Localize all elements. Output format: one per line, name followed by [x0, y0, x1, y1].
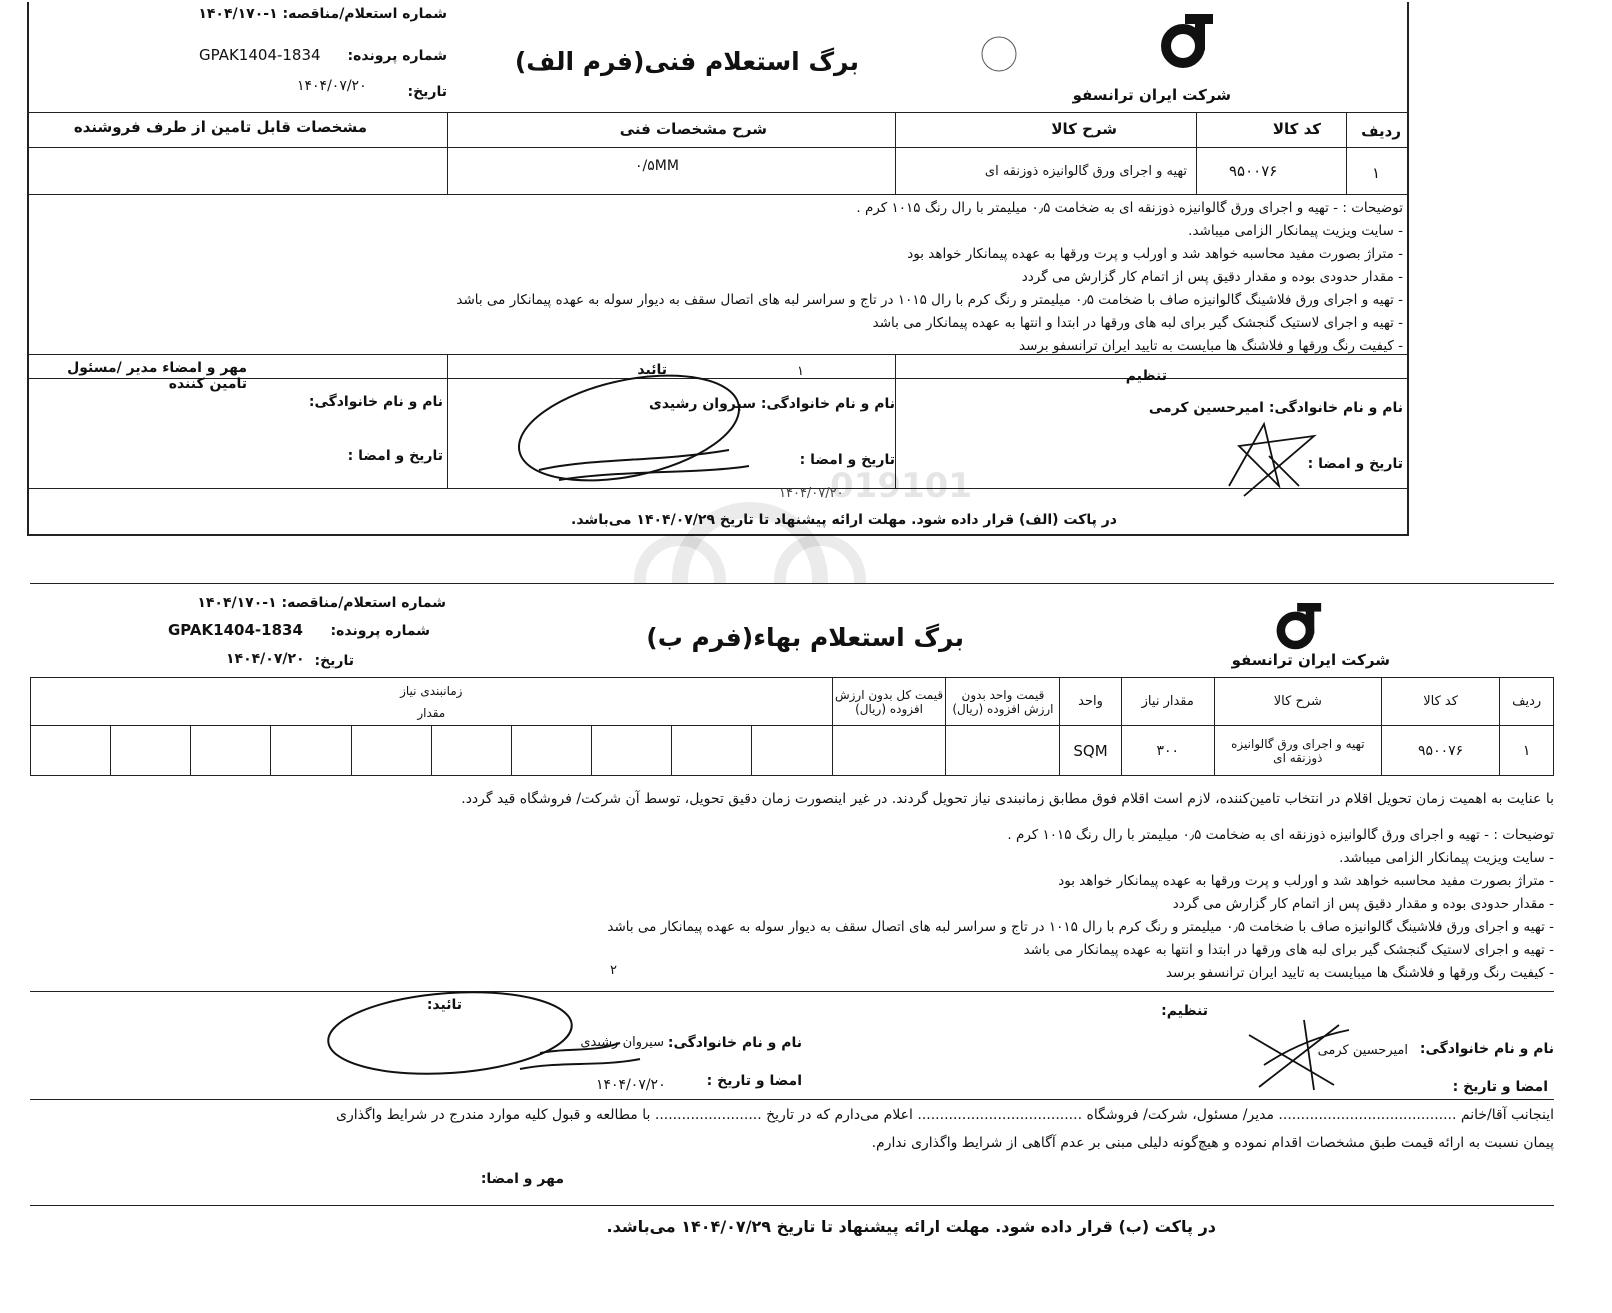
note-line: - مقدار حدودی بوده و مقدار دقیق پس از اتمام کار گزارش می گردد: [1021, 269, 1403, 285]
header-unit: واحد: [1060, 678, 1121, 726]
date-label: تاریخ:: [407, 84, 447, 100]
notes-block: [30, 827, 1554, 997]
header-unit-price: قیمت واحد بدون ارزش افزوده (ریال): [946, 678, 1060, 726]
note-line: - کیفیت رنگ ورقها و فلاشنگ ها مبایست به تایید ایران ترانسفو برسد: [1019, 338, 1403, 354]
approver-date: ۱۴۰۴/۰۷/۲۰: [596, 1077, 666, 1093]
approver-mark: ۱: [797, 364, 804, 379]
note-line: - سایت ویزیت پیمانکار الزامی میباشد.: [1339, 850, 1554, 866]
approve-label: تائید: [637, 362, 667, 378]
header-desc: شرح کالا: [1051, 120, 1117, 138]
cell-unit: SQM: [1060, 726, 1121, 776]
file-number: GPAK1404-1834: [168, 621, 303, 639]
form-title: برگ استعلام بهاء(فرم ب): [646, 623, 964, 652]
note-line: - متراژ بصورت مفید محاسبه خواهد شد و اورلب و پرت ورقها به عهده پیمانکار خواهد بود: [907, 246, 1403, 262]
date-label: تاریخ:: [314, 653, 354, 669]
note-line: - تهیه و اجرای لاستیک گنجشک گیر برای لبه های ورقها در ابتدا و انتها به عهده پیمانکار می باشد: [872, 315, 1403, 331]
inquiry-number: ۱-۱۴۰۴/۱۷۰: [198, 6, 278, 22]
company-name: شرکت ایران ترانسفو: [1231, 651, 1390, 669]
approver-name-label: نام و نام خانوادگی: سیروان رشیدی: [648, 396, 895, 412]
cell-code: ۹۵۰۰۷۶: [1229, 162, 1278, 180]
file-number-label: شماره پرونده:: [330, 623, 430, 639]
preparer-name: امیرحسین کرمی: [1148, 400, 1264, 416]
company-name: شرکت ایران ترانسفو: [1072, 86, 1231, 104]
header-amount: مقدار: [417, 705, 446, 720]
note-line: - متراژ بصورت مفید محاسبه خواهد شد و اورلب و پرت ورقها به عهده پیمانکار خواهد بود: [1058, 873, 1554, 889]
file-number-row: شماره پرونده:: [347, 48, 447, 64]
inquiry-number-label: شماره استعلام/مناقصه: ۱-۱۴۰۴/۱۷۰: [197, 595, 446, 611]
header-supplier: مشخصات قابل تامین از طرف فروشنده: [73, 118, 367, 136]
prepare-label: تنظیم:: [1161, 1003, 1208, 1019]
note-line: توضیحات : - تهیه و اجرای ورق گالوانیزه ذوزنقه ای به ضخامت ۰٫۵ میلیمتر با رال رنگ ۱۰۱۵ کرم .: [856, 200, 1403, 216]
form-a: [27, 2, 1409, 536]
supplier-seal-label: مهر و امضا:: [480, 1171, 564, 1187]
header-tech: شرح مشخصات فنی: [619, 120, 767, 138]
header-qty: مقدار نیاز: [1121, 678, 1214, 726]
preparer-date-label: تاریخ و امضا :: [1307, 456, 1403, 472]
cell-unit-price: [946, 726, 1060, 776]
approve-label: تائید:: [426, 997, 462, 1013]
cell-total-price: [832, 726, 946, 776]
stamp-circle-icon: [979, 34, 1019, 74]
delivery-note: با عنایت به اهمیت زمان تحویل اقلام در انتخاب تامین‌کننده، لازم است اقلام فوق مطابق زمانبندی نیاز تحویل گردند. در غیر اینصورت زمان دقیق تحویل، توسط آن شرکت/ فروشگاه قید گردد.: [461, 791, 1554, 807]
preparer-name: امیرحسین کرمی: [1317, 1043, 1408, 1058]
form-b: [30, 583, 1554, 1251]
footer-note: در پاکت (الف) قرار داده شود. مهلت ارائه پیشنهاد تا تاریخ ۱۴۰۴/۰۷/۲۹ می‌باشد.: [571, 512, 1117, 528]
note-line: - تهیه و اجرای ورق فلاشینگ گالوانیزه صاف با ضخامت ۰٫۵ میلیمتر و رنگ کرم با رال ۱۰۱۵ در تاج و سراسر لبه های اتصال سقف به دیوار سوله به عهده پیمانکار می باشد: [607, 919, 1554, 935]
footer-note: در پاکت (ب) قرار داده شود. مهلت ارائه پیشنهاد تا تاریخ ۱۴۰۴/۰۷/۲۹ می‌باشد.: [606, 1217, 1216, 1236]
declaration-line-2: پیمان نسبت به ارائه قیمت طبق مشخصات اقدام نموده و هیچ‌گونه دلیلی مبنی بر عدم آگاهی از شرایط واگذاری ندارم.: [871, 1135, 1554, 1151]
approver-name: سیروان رشیدی: [580, 1035, 664, 1050]
cell-tech: ۰/۵MM: [635, 158, 679, 174]
approver-date: ۱۴۰۴/۰۷/۲۰: [779, 486, 844, 501]
note-line: - تهیه و اجرای ورق فلاشینگ گالوانیزه صاف با ضخامت ۰٫۵ میلیمتر و رنگ کرم با رال ۱۰۱۵ در تاج و سراسر لبه های اتصال سقف به دیوار سوله به عهده پیمانکار می باشد: [456, 292, 1403, 308]
cell-code: ۹۵۰۰۷۶: [1381, 726, 1499, 776]
note-line: - مقدار حدودی بوده و مقدار دقیق پس از اتمام کار گزارش می گردد: [1172, 896, 1554, 912]
approver-name-label: نام و نام خانوادگی:: [667, 1035, 802, 1051]
header-total-price: قیمت کل بدون ارزش افزوده (ریال): [832, 678, 946, 726]
note-line: - سایت ویزیت پیمانکار الزامی میباشد.: [1188, 223, 1403, 239]
header-row-no: ردیف: [1500, 678, 1554, 726]
date-value: ۱۴۰۴/۰۷/۲۰: [297, 78, 367, 94]
approver-sign-label: امضا و تاریخ :: [706, 1073, 802, 1089]
prepare-label: تنظیم: [1125, 368, 1167, 384]
supplier-name-label: نام و نام خانوادگی:: [308, 394, 443, 410]
cell-row-no: ۱: [1372, 164, 1381, 182]
cell-desc: تهیه و اجرای ورق گالوانیزه ذوزنقه ای: [1214, 726, 1381, 776]
header-schedule: زمانبندی نیاز: [400, 683, 463, 698]
header-desc: شرح کالا: [1214, 678, 1381, 726]
inquiry-number: ۱-۱۴۰۴/۱۷۰: [197, 595, 277, 611]
approver-mark: ۲: [610, 963, 617, 978]
supplier-seal-label: مهر و امضاء مدیر /مسئول تامین کننده: [67, 360, 247, 392]
iran-transfo-logo-icon: [1268, 601, 1328, 653]
iran-transfo-logo-icon: [1151, 12, 1221, 72]
approver-date-label: تاریخ و امضا :: [799, 452, 895, 468]
preparer-signature-icon: [1219, 416, 1319, 506]
cell-qty: ۳۰۰: [1121, 726, 1214, 776]
header-row-no: ردیف: [1361, 122, 1401, 140]
preparer-name-label: نام و نام خانوادگی:: [1419, 1041, 1554, 1057]
notes-block: [29, 200, 1403, 360]
cell-desc: تهیه و اجرای ورق گالوانیزه ذوزنقه ای: [984, 164, 1187, 179]
date-value: ۱۴۰۴/۰۷/۲۰: [226, 651, 305, 667]
preparer-sign-label: امضا و تاریخ :: [1452, 1079, 1548, 1095]
file-number: GPAK1404-1834: [199, 46, 321, 64]
form-title: برگ استعلام فنی(فرم الف): [514, 47, 859, 76]
approver-name: سیروان رشیدی: [648, 396, 756, 412]
supplier-date-label: تاریخ و امضا :: [347, 448, 443, 464]
header-code: کد کالا: [1272, 120, 1321, 138]
note-line: - تهیه و اجرای لاستیک گنجشک گیر برای لبه های ورقها در ابتدا و انتها به عهده پیمانکار می باشد: [1023, 942, 1554, 958]
inquiry-number-label: شماره استعلام/مناقصه: ۱-۱۴۰۴/۱۷۰: [198, 6, 447, 22]
price-table: [30, 677, 1554, 776]
note-line: توضیحات : - تهیه و اجرای ورق گالوانیزه ذوزنقه ای به ضخامت ۰٫۵ میلیمتر با رال رنگ ۱۰۱۵ کرم .: [1007, 827, 1554, 843]
note-line: - کیفیت رنگ ورقها و فلاشنگ ها میبایست به تایید ایران ترانسفو برسد: [1165, 965, 1554, 981]
declaration-line-1: اینجانب آقا/خانم ........................................ مدیر/ مسئول، شرکت/ فروشگاه ..................................... اعلام می‌دارم که در تاریخ ........................ با مطالعه و قبول کلیه موارد مندرج در شرایط واگذاری: [336, 1107, 1554, 1123]
cell-row-no: ۱: [1500, 726, 1554, 776]
header-code: کد کالا: [1381, 678, 1499, 726]
preparer-name-label: نام و نام خانوادگی: امیرحسین کرمی: [1148, 400, 1403, 416]
approver-signature-icon: [499, 370, 799, 500]
